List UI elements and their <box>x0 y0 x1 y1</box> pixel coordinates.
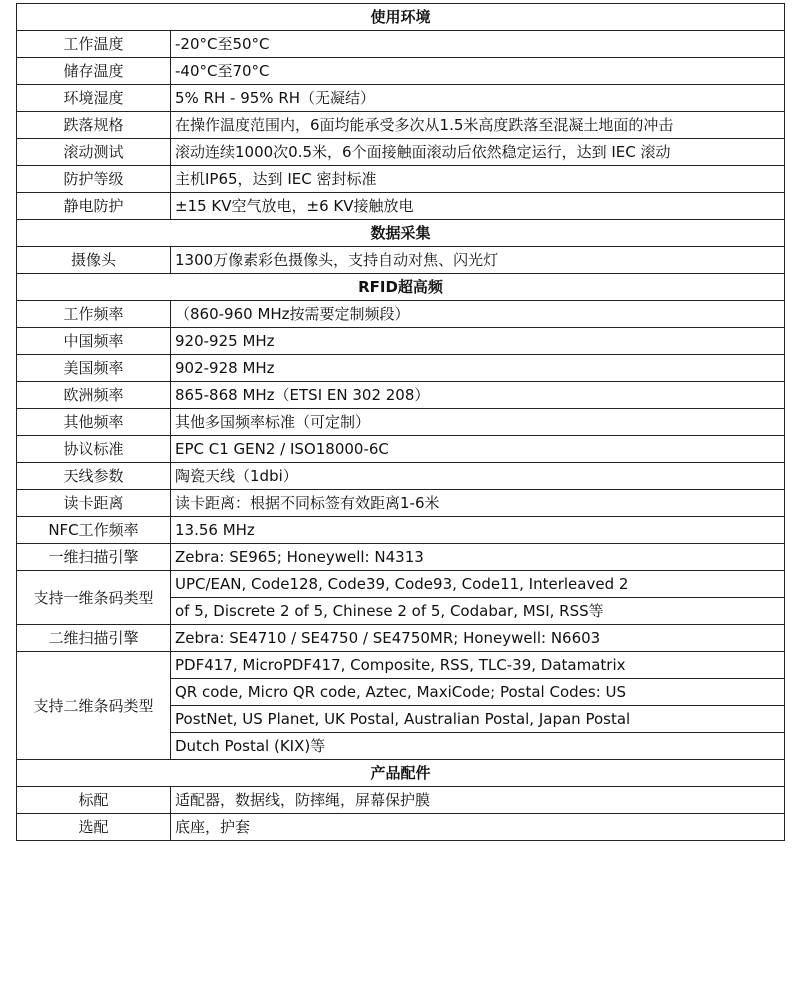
row-label: 二维扫描引擎 <box>17 625 171 652</box>
row-label: 协议标准 <box>17 436 171 463</box>
table-row <box>17 787 785 814</box>
table-row <box>17 544 785 571</box>
table-row <box>17 625 785 652</box>
table-row-barcode-1d <box>17 571 785 598</box>
row-label: 天线参数 <box>17 463 171 490</box>
section-row-acc <box>17 760 785 787</box>
row-value: 底座，护套 <box>171 814 785 841</box>
table-row <box>17 436 785 463</box>
row-value: Zebra: SE965; Honeywell: N4313 <box>171 544 785 571</box>
table-row <box>17 409 785 436</box>
row-label: 选配 <box>17 814 171 841</box>
table-row <box>17 166 785 193</box>
row-label: 标配 <box>17 787 171 814</box>
row-value: Zebra: SE4710 / SE4750 / SE4750MR; Honeywell: N6603 <box>171 625 785 652</box>
section-row-data <box>17 220 785 247</box>
section-title-rfid: RFID超高频 <box>17 274 785 301</box>
row-label: 欧洲频率 <box>17 382 171 409</box>
row-value: 陶瓷天线（1dbi） <box>171 463 785 490</box>
row-label: 跌落规格 <box>17 112 171 139</box>
row-label: 读卡距离 <box>17 490 171 517</box>
row-value: 适配器，数据线，防摔绳，屏幕保护膜 <box>171 787 785 814</box>
row-value: 865-868 MHz（ETSI EN 302 208） <box>171 382 785 409</box>
table-row <box>17 490 785 517</box>
row-value: 在操作温度范围内，6面均能承受多次从1.5米高度跌落至混凝土地面的冲击 <box>171 112 785 139</box>
row-label: 一维扫描引擎 <box>17 544 171 571</box>
barcode-1d-label: 支持一维条码类型 <box>17 571 171 625</box>
barcode-2d-label: 支持二维条码类型 <box>17 652 171 760</box>
row-value: 920-925 MHz <box>171 328 785 355</box>
table-row <box>17 193 785 220</box>
row-label: 滚动测试 <box>17 139 171 166</box>
row-value: ±15 KV空气放电，±6 KV接触放电 <box>171 193 785 220</box>
section-row-rfid <box>17 274 785 301</box>
row-label: 储存温度 <box>17 58 171 85</box>
barcode-2d-line: QR code, Micro QR code, Aztec, MaxiCode; Postal Codes: US <box>171 679 785 706</box>
section-title-env: 使用环境 <box>17 4 785 31</box>
row-label: 工作频率 <box>17 301 171 328</box>
section-row-env <box>17 4 785 31</box>
barcode-1d-line: UPC/EAN, Code128, Code39, Code93, Code11, Interleaved 2 <box>171 571 785 598</box>
table-row <box>17 301 785 328</box>
barcode-2d-line: PDF417, MicroPDF417, Composite, RSS, TLC-39, Datamatrix <box>171 652 785 679</box>
row-value: 5% RH - 95% RH（无凝结） <box>171 85 785 112</box>
row-label: 防护等级 <box>17 166 171 193</box>
barcode-1d-line: of 5, Discrete 2 of 5, Chinese 2 of 5, Codabar, MSI, RSS等 <box>171 598 785 625</box>
row-label: 摄像头 <box>17 247 171 274</box>
row-label: 美国频率 <box>17 355 171 382</box>
table-row <box>17 382 785 409</box>
table-row-barcode-2d <box>17 652 785 679</box>
row-value: 读卡距离：根据不同标签有效距离1-6米 <box>171 490 785 517</box>
table-row <box>17 814 785 841</box>
table-row <box>17 463 785 490</box>
row-value: -20°C至50°C <box>171 31 785 58</box>
table-row <box>17 85 785 112</box>
row-label: 其他频率 <box>17 409 171 436</box>
row-label: 环境湿度 <box>17 85 171 112</box>
row-label: 静电防护 <box>17 193 171 220</box>
row-label: 中国频率 <box>17 328 171 355</box>
table-row <box>17 58 785 85</box>
row-value: EPC C1 GEN2 / ISO18000-6C <box>171 436 785 463</box>
table-row <box>17 112 785 139</box>
table-row <box>17 31 785 58</box>
row-label: 工作温度 <box>17 31 171 58</box>
row-label: NFC工作频率 <box>17 517 171 544</box>
row-value: 13.56 MHz <box>171 517 785 544</box>
row-value: 滚动连续1000次0.5米，6个面接触面滚动后依然稳定运行，达到 IEC 滚动 <box>171 139 785 166</box>
row-value: （860-960 MHz按需要定制频段） <box>171 301 785 328</box>
row-value: 其他多国频率标准（可定制） <box>171 409 785 436</box>
barcode-2d-line: PostNet, US Planet, UK Postal, Australian Postal, Japan Postal <box>171 706 785 733</box>
table-row <box>17 355 785 382</box>
row-value: 902-928 MHz <box>171 355 785 382</box>
table-row <box>17 247 785 274</box>
table-row <box>17 517 785 544</box>
row-value: -40°C至70°C <box>171 58 785 85</box>
spec-table <box>16 3 785 841</box>
section-title-data: 数据采集 <box>17 220 785 247</box>
table-row <box>17 328 785 355</box>
section-title-acc: 产品配件 <box>17 760 785 787</box>
barcode-2d-line: Dutch Postal (KIX)等 <box>171 733 785 760</box>
table-row <box>17 139 785 166</box>
row-value: 主机IP65，达到 IEC 密封标准 <box>171 166 785 193</box>
row-value: 1300万像素彩色摄像头，支持自动对焦、闪光灯 <box>171 247 785 274</box>
